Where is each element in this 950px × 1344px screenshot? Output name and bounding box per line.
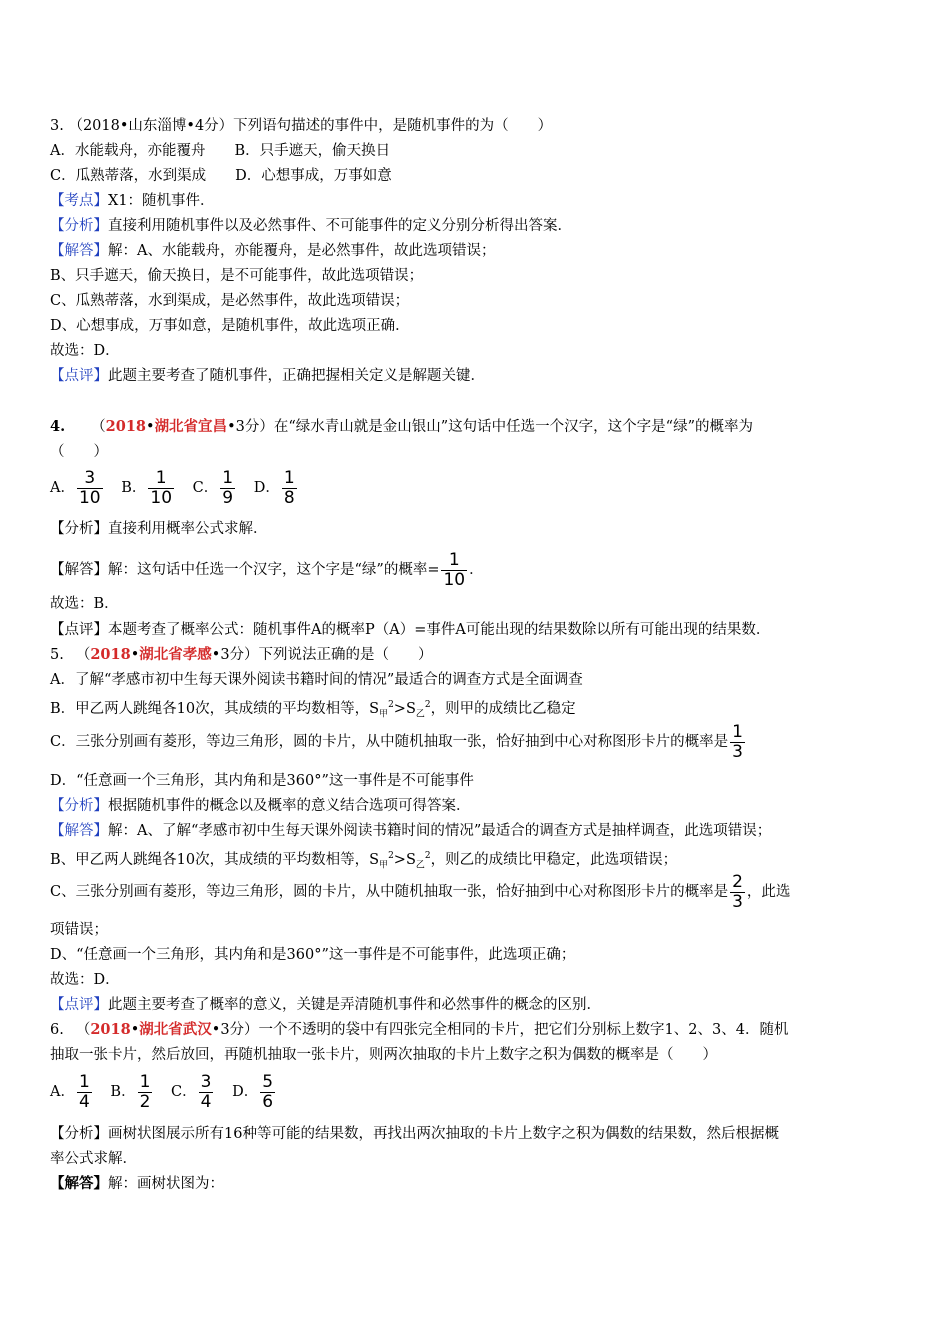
q6-option-c: C． $\frac{3}{4}$: [171, 1071, 212, 1112]
q6-options: [50, 1072, 910, 1116]
q3-kaodian: 【考点】X1：随机事件．: [50, 193, 215, 209]
q5-fenxi: 【分析】根据随机事件的概念以及概率的意义结合选项可得答案．: [50, 798, 471, 814]
q4-stem-line2: （ ）: [50, 444, 108, 460]
q3-fenxi: 【分析】直接利用随机事件以及必然事件、不可能事件的定义分别分析得出答案．: [50, 218, 572, 234]
fraction: $\frac{1}{3}$: [732, 721, 743, 762]
q5-option-a: A．了解“孝感市初中生每天课外阅读书籍时间的情况”最适合的调查方式是全面调查: [50, 672, 583, 688]
q3-stem: 3. （2018•山东淄博•4分）下列语句描述的事件中，是随机事件的为（ ）: [50, 118, 553, 134]
q3-line-c: C、瓜熟蒂落，水到渠成，是必然事件，故此选项错误；: [50, 293, 410, 309]
fraction: $\frac{1}{10}$: [443, 549, 466, 590]
q4-answer: 故选：B．: [50, 596, 119, 612]
q3-options-ab: A．水能载舟，亦能覆舟 B．只手遮天，偷天换日: [50, 143, 391, 159]
q3-options-cd: C．瓜熟蒂落，水到渠成 D．心想事成，万事如意: [50, 168, 392, 184]
q3-jieda: 【解答】解：A、水能载舟，亦能覆舟，是必然事件，故此选项错误；: [50, 243, 496, 259]
q3-dianping: 【点评】此题主要考查了随机事件，正确把握相关定义是解题关键．: [50, 368, 485, 384]
q6-option-a: A． $\frac{1}{4}$: [50, 1071, 90, 1112]
fraction: $\frac{1}{8}$: [283, 467, 295, 508]
q6-jieda: 【解答】解：画树状图为：: [50, 1175, 224, 1192]
fraction: $\frac{1}{4}$: [78, 1071, 90, 1112]
q5-dianping: 【点评】此题主要考查了概率的意义，关键是弄清随机事件和必然事件的概念的区别．: [50, 997, 601, 1013]
q4-fenxi: 【分析】直接利用概率公式求解．: [50, 521, 268, 537]
q3-line-b: B、只手遮天，偷天换日，是不可能事件，故此选项错误；: [50, 268, 424, 284]
q4-option-d: D． $\frac{1}{8}$: [253, 467, 295, 508]
q6-fenxi-line2: 率公式求解．: [50, 1151, 137, 1167]
q3-answer: 故选：D．: [50, 343, 120, 359]
fraction: $\frac{2}{3}$: [732, 871, 743, 912]
fraction: $\frac{1}{10}$: [150, 467, 173, 508]
q5-line-c2: 项错误；: [50, 922, 108, 938]
q6-stem-line2: 抽取一张卡片，然后放回，再随机抽取一张卡片，则两次抽取的卡片上数字之积为偶数的概率是（ ）: [50, 1047, 717, 1063]
q6-stem: 6. （2018•湖北省武汉•3分）一个不透明的袋中有四张完全相同的卡片，把它们分别标上数字1、2、3、4．随机: [50, 1021, 789, 1038]
q5-option-d: D．“任意画一个三角形，其内角和是360°”这一事件是不可能事件: [50, 773, 474, 789]
q4-jieda: 【解答】解：这句话中任选一个汉字，这个字是“绿”的概率= $\frac{1}{10}$ ．: [50, 549, 484, 590]
q6-option-b: B． $\frac{1}{2}$: [110, 1071, 151, 1112]
fraction: $\frac{1}{2}$: [139, 1071, 151, 1112]
q5-line-d: D、“任意画一个三角形，其内角和是360°”这一事件是不可能事件，此选项正确；: [50, 947, 576, 963]
fraction: $\frac{5}{6}$: [262, 1071, 274, 1112]
q4-options: [50, 468, 910, 512]
q5-line-c: C、三张分别画有菱形，等边三角形，圆的卡片，从中随机抽取一张，恰好抽到中心对称图形卡片的概率是 $\frac{2}{3}$ ，此选: [50, 871, 791, 912]
fraction: $\frac{1}{9}$: [222, 467, 234, 508]
fraction: $\frac{3}{4}$: [200, 1071, 212, 1112]
q5-option-c: C．三张分别画有菱形，等边三角形，圆的卡片，从中随机抽取一张，恰好抽到中心对称图形卡片的概率是 $\frac{1}{3}$: [50, 721, 743, 762]
fraction: $\frac{3}{10}$: [78, 467, 101, 508]
q4-option-c: C． $\frac{1}{9}$: [192, 467, 234, 508]
q4-dianping: 【点评】本题考查了概率公式：随机事件A的概率P（A）=事件A可能出现的结果数除以所有可能出现的结果数．: [50, 622, 771, 638]
q4-option-a: A． $\frac{3}{10}$: [50, 467, 101, 508]
q3-line-d: D、心想事成，万事如意，是随机事件，故此选项正确．: [50, 318, 410, 334]
q6-option-d: D． $\frac{5}{6}$: [232, 1071, 274, 1112]
q5-answer: 故选：D．: [50, 972, 120, 988]
q4-option-b: B． $\frac{1}{10}$: [121, 467, 173, 508]
q4-stem: 4. （2018•湖北省宜昌•3分）在“绿水青山就是金山银山”这句话中任选一个汉字，这个字是“绿”的概率为: [50, 418, 753, 435]
q5-jieda: 【解答】解：A、了解“孝感市初中生每天课外阅读书籍时间的情况”最适合的调查方式是抽样调查，此选项错误；: [50, 823, 772, 839]
q6-fenxi: 【分析】画树状图展示所有16种等可能的结果数，再找出两次抽取的卡片上数字之积为偶数的结果数，然后根据概: [50, 1126, 779, 1142]
q5-stem: 5. （2018•湖北省孝感•3分）下列说法正确的是（ ）: [50, 646, 433, 663]
q5-line-b: B、甲乙两人跳绳各10次，其成绩的平均数相等，$S_甲^2>S_乙^2$，则乙的成绩比甲稳定，此选项错误；: [50, 851, 678, 871]
q5-option-b: B．甲乙两人跳绳各10次，其成绩的平均数相等，$S_甲^2>S_乙^2$，则甲的成绩比乙稳定: [50, 700, 576, 720]
